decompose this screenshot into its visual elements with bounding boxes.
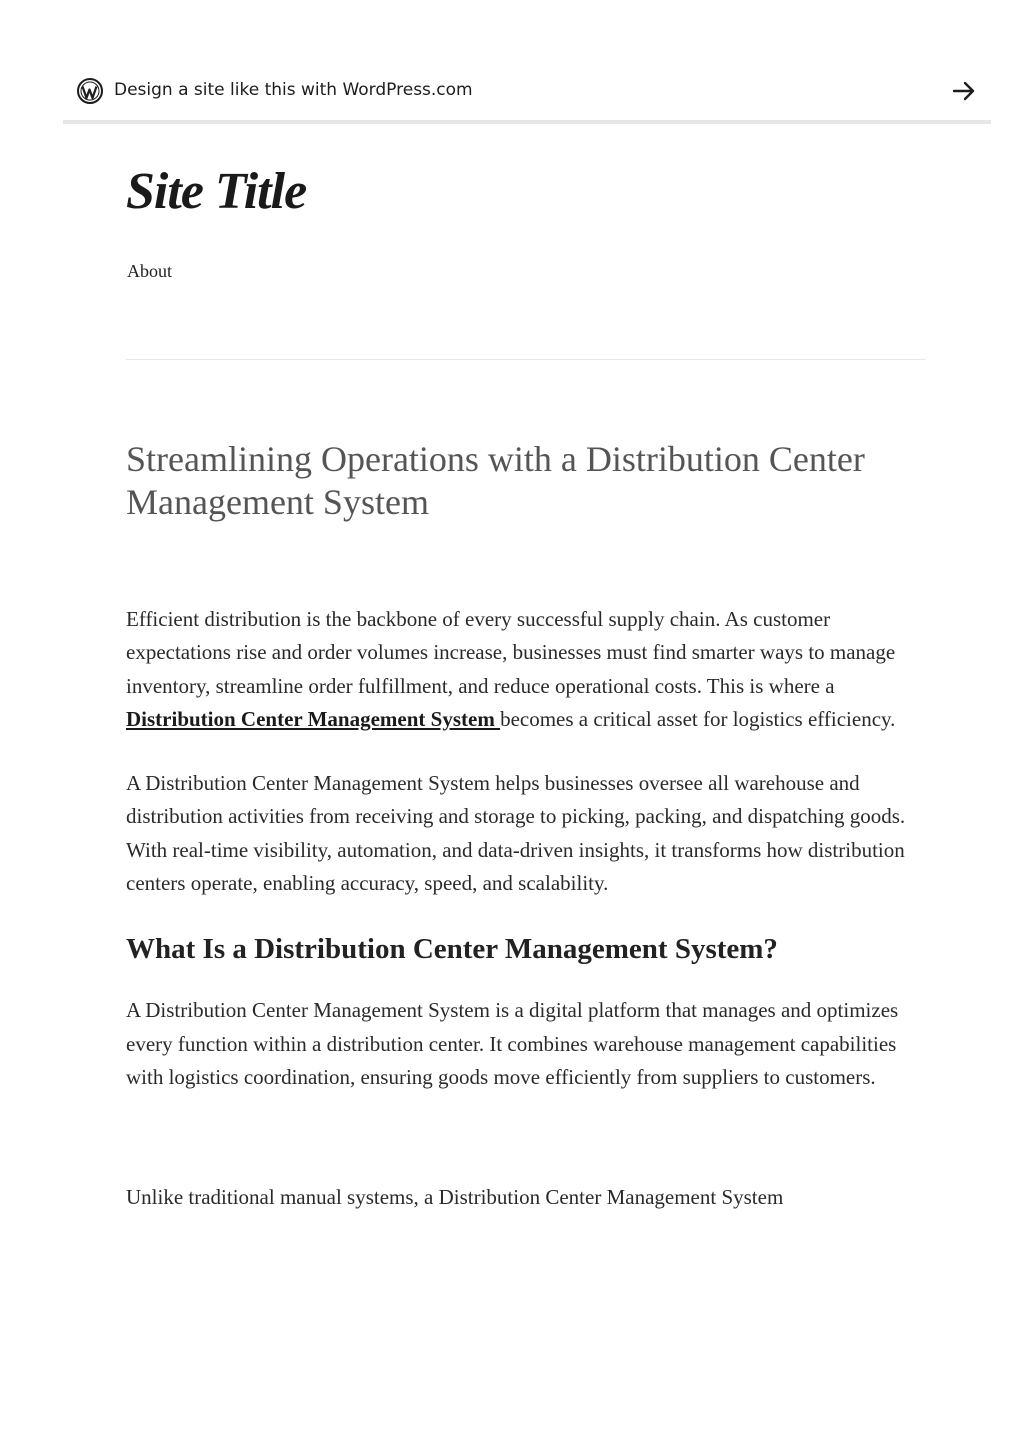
site-title[interactable]: Site Title bbox=[126, 163, 307, 220]
arrow-right-icon[interactable] bbox=[951, 78, 977, 104]
post-title: Streamlining Operations with a Distribution Center Management System bbox=[126, 439, 865, 522]
paragraph-text: Efficient distribution is the backbone of every successful supply chain. As customer expectations rise and order volumes increase, businesses must find smarter ways to manage inventory, streamline order fulfillment, and reduce operational costs. This is where a bbox=[126, 607, 896, 698]
wordpress-banner[interactable] bbox=[63, 62, 991, 124]
post-paragraph bbox=[126, 603, 926, 736]
distribution-center-link[interactable]: Distribution Center Management System bbox=[126, 706, 501, 731]
section-heading: What Is a Distribution Center Management System? bbox=[126, 933, 778, 966]
post-paragraph: Unlike traditional manual systems, a Distribution Center Management System bbox=[126, 1185, 784, 1210]
post-paragraph: A Distribution Center Management System helps businesses oversee all warehouse and distribution activities from receiving and storage to picking, packing, and dispatching goods. With real-time visibility, automation, and data-driven insights, it transforms how distribution centers operate, enabling accuracy, speed, and scalability. bbox=[126, 771, 906, 896]
header-divider bbox=[126, 359, 926, 360]
paragraph-text: becomes a critical asset for logistics efficiency. bbox=[500, 706, 896, 731]
wordpress-logo-icon bbox=[77, 78, 103, 104]
nav-item-about[interactable]: About bbox=[127, 261, 172, 281]
post-paragraph: A Distribution Center Management System is a digital platform that manages and optimizes every function within a distribution center. It combines warehouse management capabilities with logistics coordination, ensuring goods move efficiently from suppliers to customers. bbox=[126, 998, 899, 1089]
wordpress-banner-link[interactable]: Design a site like this with WordPress.com bbox=[114, 80, 473, 100]
post-content bbox=[126, 603, 926, 1246]
